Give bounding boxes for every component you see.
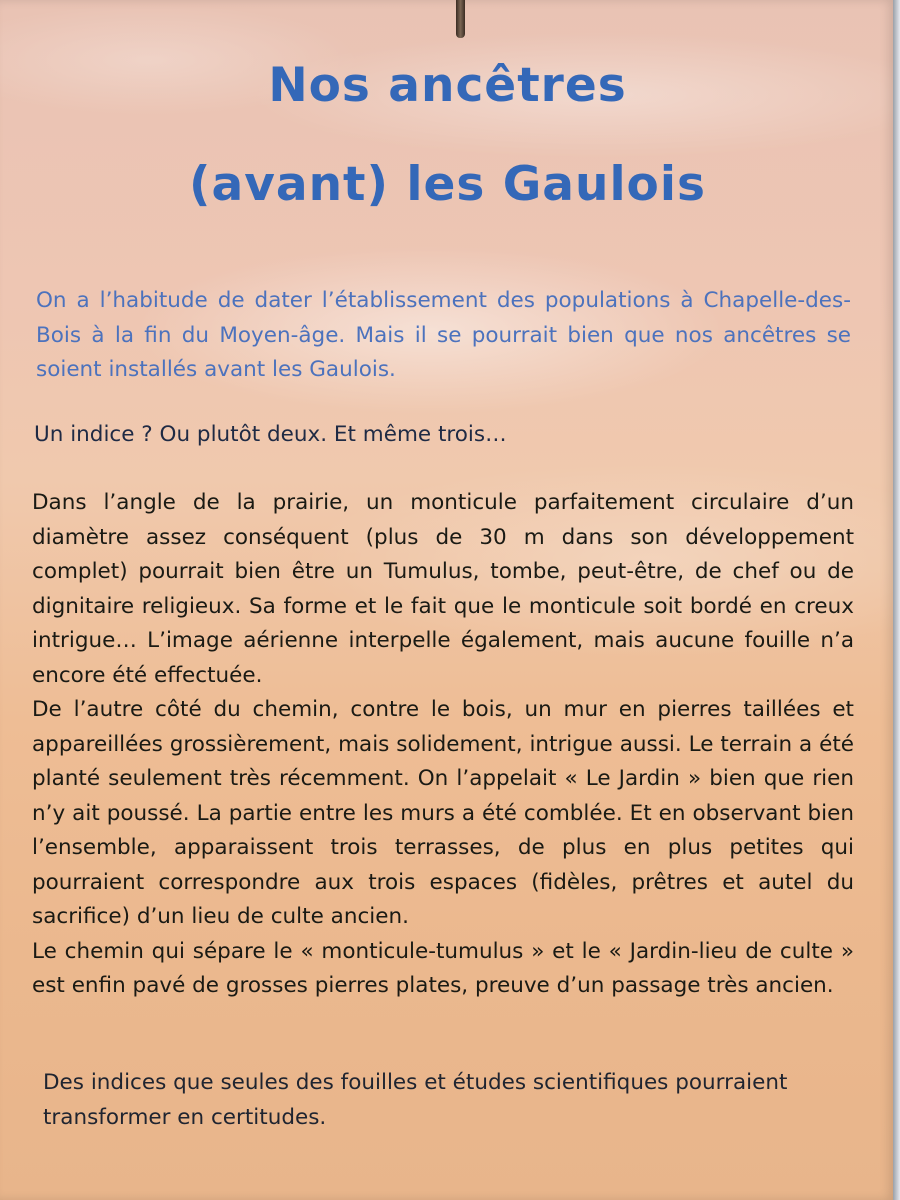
conclusion-paragraph: Des indices que seules des fouilles et études scientifiques pourraient transformer en certitudes. [43, 1070, 788, 1130]
intro-paragraph: On a l’habitude de dater l’établissement des populations à Chapelle-des-Bois à la fin du Moyen-âge. Mais il se pourrait bien que nos ancêtres se soient installés avant les Gaulois. [36, 288, 851, 382]
sign-title-line-2: (avant) les Gaulois [189, 157, 706, 212]
paragraph-jardin: De l’autre côté du chemin, contre le bois, un mur en pierres taillées et appareillées grossièrement, mais solidement, intrigue aussi. Le terrain a été planté seulement très récemment. On l’appelait « Le Jardin » bien que rien n’y ait poussé. La partie entre les murs a été comblée. Et en observant bien l’ensemble, apparaissent trois terrasses, de plus en plus petites qui pourraient correspondre aux trois espaces (fidèles, prêtres et autel du sacrifice) d’un lieu de culte ancien. [32, 697, 854, 929]
sign-title-line-1: Nos ancêtres [268, 58, 627, 113]
paragraph-chemin: Le chemin qui sépare le « monticule-tumulus » et le « Jardin-lieu de culte » est enfin pavé de grosses pierres plates, preuve d’un passage très ancien. [32, 938, 854, 998]
nail-icon [456, 0, 465, 38]
clue-line: Un indice ? Ou plutôt deux. Et même trois… [34, 422, 507, 447]
paragraph-tumulus: Dans l’angle de la prairie, un monticule parfaitement circulaire d’un diamètre assez conséquent (plus de 30 m dans son développement complet) pourrait bien être un Tumulus, tombe, peut-être, de chef ou de dignitaire religieux. Sa forme et le fait que le monticule soit bordé en creux intrigue… L’image aérienne interpelle également, mais aucune fouille n’a encore été effectuée. [32, 490, 854, 688]
body-text [32, 486, 854, 1004]
sign-edge [893, 0, 900, 1200]
